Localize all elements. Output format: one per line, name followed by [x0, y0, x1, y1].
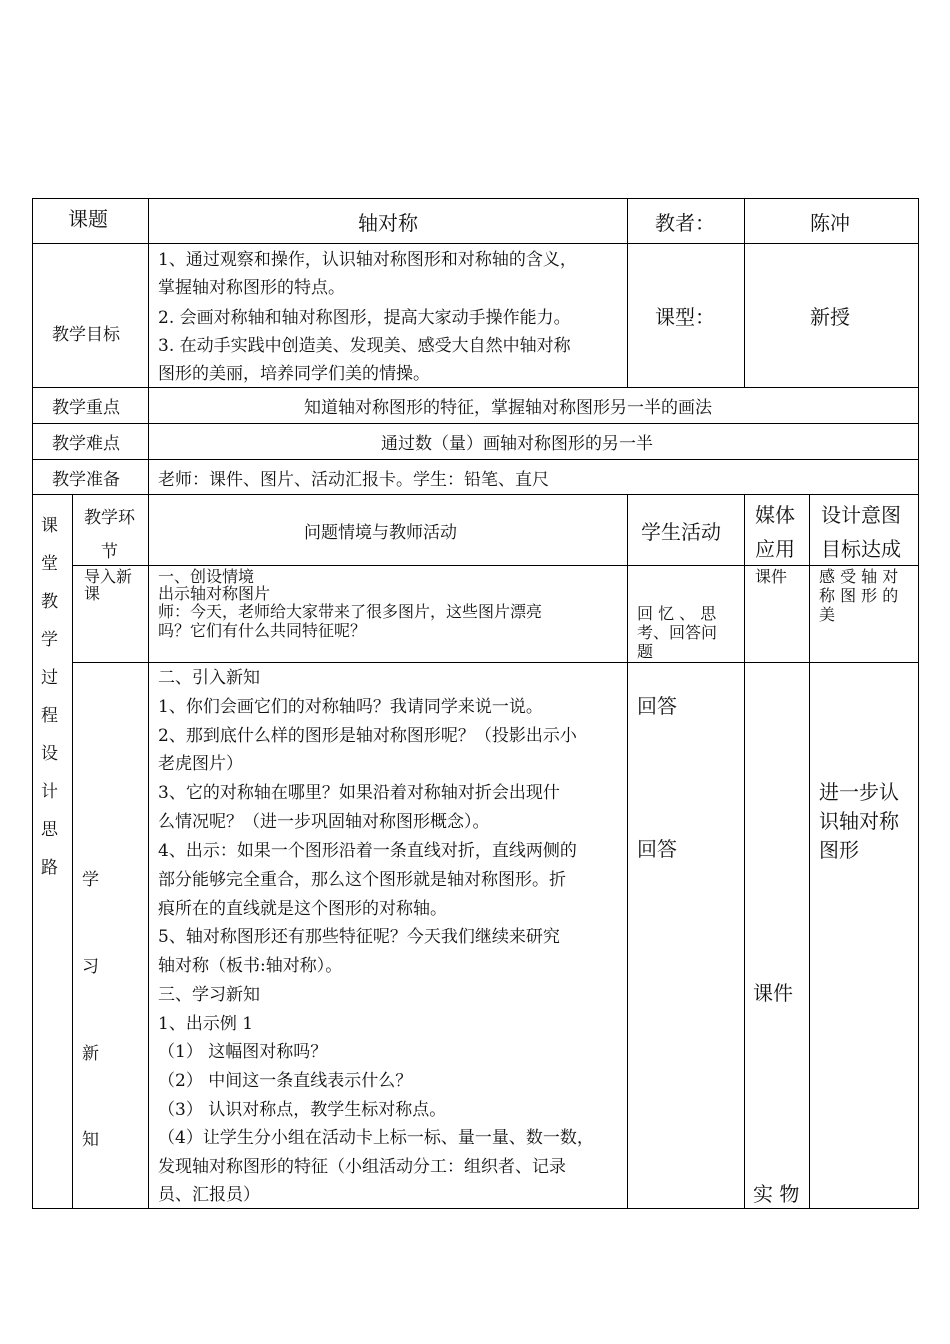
learn-teacher-line: （3） 认识对称点，教学生标对称点。 — [158, 1100, 447, 1120]
side-char: 堂 — [41, 554, 58, 574]
intro-student-line: 题 — [637, 642, 654, 661]
goals-label-cell — [32, 243, 149, 388]
learn-teacher-line: （1） 这幅图对称吗？ — [158, 1042, 328, 1062]
learn-intent-line: 进一步认 — [819, 780, 899, 804]
teacher-value: 陈冲 — [810, 211, 850, 235]
intent-header: 设计意图 — [821, 503, 901, 527]
learn-teacher-line: 老虎图片） — [158, 754, 243, 774]
stage-header: 教学环 — [84, 508, 135, 528]
learn-teacher-line: 么情况呢？（进一步巩固轴对称图形概念）。 — [158, 812, 490, 832]
learn-intent-cell — [809, 662, 919, 1209]
learn-teacher-line: 二、引入新知 — [158, 668, 260, 688]
learn-teacher-line: 三、学习新知 — [158, 985, 260, 1005]
learn-teacher-line: 员、汇报员） — [158, 1185, 260, 1205]
intro-media: 课件 — [755, 567, 788, 586]
student-activity-header: 学生活动 — [641, 520, 721, 544]
learn-teacher-line: 部分能够完全重合，那么这个图形就是轴对称图形。折 — [158, 870, 566, 890]
difficulty-value: 通过数（量）画轴对称图形的另一半 — [381, 434, 653, 454]
intro-teacher-line: 一、创设情境 — [158, 567, 255, 586]
type-value: 新授 — [810, 305, 850, 329]
goals-label: 教学目标 — [52, 325, 120, 345]
intro-teacher-line: 出示轴对称图片 — [158, 584, 271, 603]
media-header: 媒体 — [755, 503, 795, 527]
learn-teacher-line: （4）让学生分小组在活动卡上标一标、量一量、数一数， — [158, 1128, 594, 1148]
intro-student-line: 考、回答问 — [637, 623, 718, 642]
intro-intent-line: 感 受 轴 对 — [819, 567, 899, 586]
learn-teacher-line: 痕所在的直线就是这个图形的对称轴。 — [158, 899, 447, 919]
learn-stage-char: 新 — [82, 1044, 99, 1064]
learn-teacher-line: 轴对称（板书:轴对称）。 — [158, 956, 343, 976]
learn-intent-line: 图形 — [819, 838, 859, 862]
learn-teacher-line: 1、你们会画它们的对称轴吗？我请同学来说一说。 — [158, 697, 543, 717]
media-header: 应用 — [755, 537, 795, 561]
intro-intent-line: 美 — [819, 605, 836, 624]
side-char: 教 — [41, 592, 58, 612]
goal-line: 1、通过观察和操作，认识轴对称图形和对称轴的含义， — [158, 250, 577, 270]
learn-student-cell — [627, 662, 745, 1209]
learn-intent-line: 识轴对称 — [819, 809, 899, 833]
goal-line: 图形的美丽，培养同学们美的情操。 — [158, 364, 430, 384]
side-char: 课 — [41, 516, 58, 536]
intro-teacher-line: 吗？它们有什么共同特征呢？ — [158, 621, 367, 640]
learn-stage-char: 习 — [82, 957, 99, 977]
key-point-label: 教学重点 — [52, 398, 120, 418]
learn-stage-char: 学 — [82, 870, 99, 890]
type-label: 课型： — [655, 305, 715, 329]
learn-teacher-line: 发现轴对称图形的特征（小组活动分工：组织者、记录 — [158, 1157, 566, 1177]
stage-header: 节 — [101, 542, 118, 562]
intent-header: 目标达成 — [821, 537, 901, 561]
intro-stage: 导入新 — [84, 567, 133, 586]
learn-media-cell — [744, 662, 810, 1209]
learn-media: 课件 — [753, 981, 793, 1005]
learn-teacher-line: （2） 中间这一条直线表示什么？ — [158, 1071, 413, 1091]
intro-student-line: 回 忆 、 思 — [637, 604, 717, 623]
intro-stage: 课 — [84, 584, 101, 603]
side-char: 计 — [41, 782, 58, 802]
topic-label: 课题 — [68, 207, 108, 231]
learn-media: 实 物 — [753, 1182, 800, 1206]
learn-student-answer: 回答 — [637, 694, 677, 718]
learn-teacher-line: 1、出示例 1 — [158, 1014, 254, 1034]
teacher-label: 教者： — [655, 211, 715, 235]
side-char: 过 — [41, 668, 58, 688]
intro-teacher-line: 师：今天，老师给大家带来了很多图片，这些图片漂亮 — [158, 602, 543, 621]
side-char: 设 — [41, 744, 58, 764]
side-char: 程 — [41, 706, 58, 726]
side-char: 思 — [41, 820, 58, 840]
goal-line: 3. 在动手实践中创造美、发现美、感受大自然中轴对称 — [158, 336, 571, 356]
side-char: 路 — [41, 858, 58, 878]
teacher-activity-header: 问题情境与教师活动 — [304, 523, 457, 543]
learn-teacher-line: 2、那到底什么样的图形是轴对称图形呢？（投影出示小 — [158, 726, 577, 746]
key-point-value: 知道轴对称图形的特征，掌握轴对称图形另一半的画法 — [304, 398, 712, 418]
side-char: 学 — [41, 630, 58, 650]
goal-line: 2. 会画对称轴和轴对称图形，提高大家动手操作能力。 — [158, 308, 571, 328]
intro-intent-line: 称 图 形 的 — [819, 586, 899, 605]
learn-student-answer: 回答 — [637, 837, 677, 861]
learn-teacher-line: 5、轴对称图形还有那些特征呢？今天我们继续来研究 — [158, 927, 560, 947]
topic-value: 轴对称 — [358, 211, 418, 235]
learn-stage-char: 知 — [82, 1130, 99, 1150]
goal-line: 掌握轴对称图形的特点。 — [158, 278, 345, 298]
learn-teacher-line: 3、它的对称轴在哪里？如果沿着对称轴对折会出现什 — [158, 783, 560, 803]
preparation-label: 教学准备 — [52, 470, 120, 490]
preparation-value: 老师：课件、图片、活动汇报卡。学生：铅笔、直尺 — [158, 470, 549, 490]
difficulty-label: 教学难点 — [52, 434, 120, 454]
learn-teacher-line: 4、出示：如果一个图形沿着一条直线对折，直线两侧的 — [158, 841, 577, 861]
